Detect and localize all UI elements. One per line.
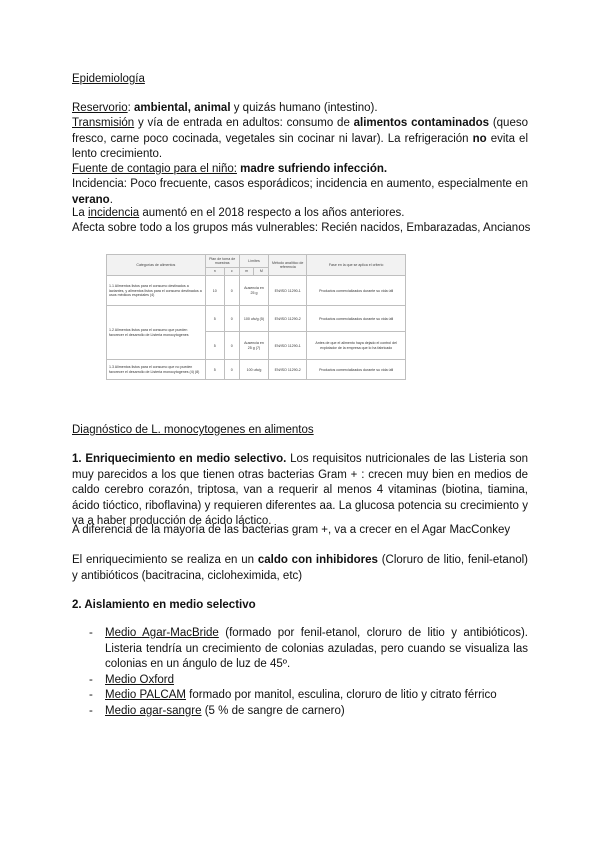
table-cell-n: 10 (205, 276, 224, 306)
table-cell-c: 0 (224, 332, 239, 360)
list-item (72, 704, 528, 720)
enrich-pre: El enriquecimiento se realiza en un (72, 554, 258, 566)
table-row (107, 360, 406, 380)
list-item (72, 673, 528, 689)
transmission-text-1: y vía de entrada en adultos: consumo de (134, 117, 354, 129)
reservoir-bold: ambiental, animal (134, 102, 231, 114)
transmission-label: Transmisión (72, 117, 135, 129)
table-header-row (107, 255, 406, 268)
source-bold: madre sufriendo infección. (236, 163, 388, 175)
table-cell-stage: Antes de que el alimento haya dejado el control del explotador de la empresa que lo ha fabricado (307, 332, 406, 360)
section-heading-epidemiologia: Epidemiología (72, 73, 145, 85)
list-dash: - (89, 704, 93, 717)
table-cell-limit: Ausencia en 25 g (239, 276, 268, 306)
section-heading-diagnostico: Diagnóstico de L. monocytogenes en alimentos (72, 424, 314, 436)
incidence-bold: verano (72, 193, 110, 206)
increase-pre: La (72, 207, 88, 219)
source-line (72, 162, 387, 177)
header-c: c (224, 267, 239, 275)
increase-post: aumentó en el 2018 respecto a los años anteriores. (139, 207, 405, 219)
groups-line: Afecta sobre todo a los grupos más vulnerables: Recién nacidos, Embarazadas, Ancianos (72, 222, 531, 234)
media-desc: formado por manitol, esculina, cloruro de litio y citrato férrico (185, 689, 497, 701)
criteria-table (106, 254, 406, 380)
header-stage: Fase en la que se aplica el criterio (307, 255, 406, 276)
list-dash: - (89, 627, 93, 639)
list-item (72, 626, 528, 673)
table-cell-n: 5 (205, 332, 224, 360)
step2-title (72, 598, 256, 613)
enrich-post: (Cloruro de litio, fenil-etanol) y antibióticos (bacitracina, cicloheximida, etc) (72, 554, 529, 582)
criteria-table-wrapper (106, 254, 406, 384)
media-name[interactable]: Medio Agar-MacBride (105, 627, 219, 639)
reservoir-rest: y quizás humano (intestino). (230, 102, 378, 114)
transmission-no: no (472, 132, 487, 145)
header-n: n (205, 267, 224, 275)
step2-title-text: 2. Aislamiento en medio selectivo (72, 599, 256, 611)
reservoir-colon: : (127, 102, 131, 114)
transmission-text-3: evita el lento crecimiento. (72, 132, 528, 160)
step1-title: 1. Enriquecimiento en medio selectivo. (72, 453, 287, 465)
table-cell-stage: Productos comercializados durante su vida útil (307, 276, 406, 306)
table-cell-c: 0 (224, 276, 239, 306)
table-cell-method: EN/ISO 11290-2 (269, 306, 307, 332)
incidence-text: Incidencia: Poco frecuente, casos esporádicos; incidencia en aumento, especialmente en (72, 178, 528, 190)
list-item (72, 688, 528, 704)
table-row (107, 276, 406, 306)
enrich-bold: caldo con inhibidores (257, 554, 378, 566)
media-name[interactable]: Medio PALCAM (105, 689, 186, 701)
header-method: Método analítico de referencia (269, 255, 307, 276)
header-limits: Límites (239, 255, 268, 268)
source-label: Fuente de contagio para el niño: (72, 163, 237, 175)
list-dash: - (89, 689, 93, 701)
step1-paragraph (72, 452, 528, 530)
header-category: Categorías de alimentos (107, 255, 206, 276)
media-name[interactable]: Medio Oxford (105, 673, 175, 686)
table-cell-stage: Productos comercializados durante su vida útil (307, 360, 406, 380)
media-name[interactable]: Medio agar-sangre (105, 704, 202, 717)
transmission-bold: alimentos contaminados (353, 117, 490, 129)
table-cell-category: 1.2 Alimentos listos para el consumo que pueden favorecer el desarrollo de Listeria monocytogenes (107, 306, 206, 360)
header-m-upper: M (254, 267, 269, 275)
step1-text: Los requisitos nutricionales de las Listeria son muy parecidos a los que tienen otras bacterias Gram + : crecen muy bien en medios de caldo cerebro corazón, triptosa, van a requerir al menos 4 vitaminas (biotina, tiamina, ácido tióctico, riboflavina) y requieren diferentes aa. La glucosa potencia su crecimiento y va a haber producción de ácido láctico. (72, 453, 529, 527)
table-cell-c: 0 (224, 360, 239, 380)
media-desc: (formado por fenil-etanol, cloruro de litio y antibióticos). Listeria tendría un crecimiento de colonias azuladas, pero cuando se visualiza las colonias en un ángulo de luz de 45º. (105, 627, 528, 670)
table-cell-c: 0 (224, 306, 239, 332)
table-cell-category: 1.3 Alimentos listos para el consumo que no pueden favorecer el desarrollo de Listeria monocytogenes (4) (8) (107, 360, 206, 380)
increase-line (72, 206, 404, 221)
table-cell-limit: Ausencia en 25 g (7) (239, 332, 268, 360)
table-cell-n: 5 (205, 360, 224, 380)
incidence-link[interactable]: incidencia (88, 207, 140, 219)
incidence-paragraph (72, 177, 528, 208)
gram-line: A diferencia de la mayoría de las bacterias gram +, va a crecer en el Agar MacConkey (72, 524, 511, 536)
table-cell-limit: 100 ufc/g (5) (239, 306, 268, 332)
header-plan: Plan de toma de muestras (205, 255, 239, 268)
transmission-paragraph (72, 116, 528, 163)
table-cell-stage: Productos comercializados durante su vida útil (307, 306, 406, 332)
table-cell-method: EN/ISO 11290-2 (269, 360, 307, 380)
reservoir-line (72, 101, 378, 116)
table-cell-limit: 100 ufc/g (239, 360, 268, 380)
incidence-end: . (109, 193, 113, 206)
reservoir-label: Reservorio (72, 102, 128, 114)
table-cell-n: 5 (205, 306, 224, 332)
table-row (107, 306, 406, 332)
enrich-paragraph (72, 553, 528, 584)
media-list (72, 626, 528, 719)
table-cell-category: 1.1 Alimentos listos para el consumo destinados a lactantes, y alimentos listos para el consumo destinados a usos médicos especiales (4) (107, 276, 206, 306)
table-cell-method: EN/ISO 11290-1 (269, 276, 307, 306)
media-desc: (5 % de sangre de carnero) (201, 704, 345, 717)
list-dash: - (89, 673, 93, 686)
transmission-text-2: (queso fresco, carne poco cocinada, vegetales sin cocinar ni lavar). La refrigeración (72, 117, 528, 145)
header-m-lower: m (239, 267, 254, 275)
table-cell-method: EN/ISO 11290-1 (269, 332, 307, 360)
